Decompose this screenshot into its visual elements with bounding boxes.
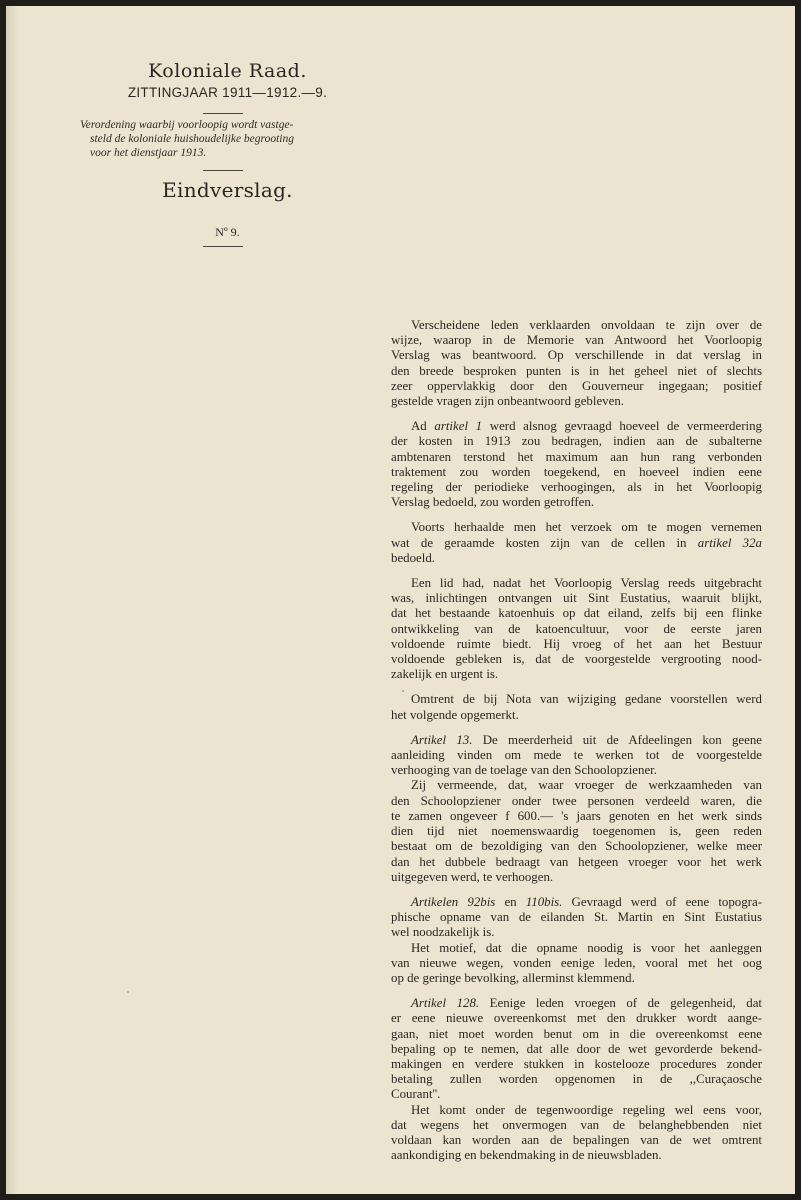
text-line bbox=[391, 667, 762, 682]
line-text: dan het dubbele bedraagt van hetgeen vroeger voor het werk bbox=[391, 854, 762, 869]
line-text: voldaan kan worden aan de bepalingen van de wet omtrent bbox=[391, 1132, 762, 1147]
line-text: Zij vermeende, dat, waar vroeger de werkzaamheden van bbox=[411, 778, 762, 793]
emphasis-text: artikel 1 bbox=[434, 419, 483, 434]
line-text: het volgende opgemerkt. bbox=[391, 707, 519, 722]
line-text: er eene nieuwe overeenkomst met den drukker wordt aange- bbox=[391, 1011, 762, 1026]
page-spine-shadow bbox=[6, 6, 18, 1194]
line-text: den breede besproken punten is in het geheel niet of slechts bbox=[391, 363, 762, 378]
paragraph bbox=[391, 692, 762, 722]
text-line bbox=[391, 941, 762, 956]
text-line bbox=[391, 333, 762, 348]
line-text: Omtrent de bij Nota van wijziging gedane voorstellen werd bbox=[411, 692, 762, 707]
line-text: Voorts herhaalde men het verzoek om te mogen vernemen bbox=[411, 520, 762, 535]
line-text: zakelijk en urgent is. bbox=[391, 667, 499, 682]
text-line bbox=[391, 692, 762, 707]
line-text: Het komt onder de tegenwoordige regeling wel eens voor, bbox=[411, 1102, 762, 1117]
line-text: phische opname van de eilanden St. Martin en Sint Eustatius bbox=[391, 910, 762, 925]
line-text: dat het bestaande katoenhuis op dat eiland, zelfs bij een flinke bbox=[391, 606, 762, 621]
text-line bbox=[391, 895, 762, 910]
text-line bbox=[391, 971, 762, 986]
emphasis-text: Artikel 13. bbox=[411, 732, 473, 747]
text-line bbox=[391, 379, 762, 394]
text-line bbox=[391, 956, 762, 971]
text-line bbox=[391, 794, 762, 809]
header-rule-1 bbox=[203, 113, 243, 114]
report-number: Nº 9. bbox=[215, 225, 240, 239]
line-text: wel noodzakelijk is. bbox=[391, 925, 495, 940]
text-line bbox=[391, 1072, 762, 1087]
emphasis-text: Artikel 128. bbox=[411, 996, 480, 1011]
text-line bbox=[391, 910, 762, 925]
line-text: bestaat om de bezoldiging van den Schoolopziener, welke meer bbox=[391, 839, 762, 854]
line-text: en bbox=[495, 894, 526, 909]
text-line bbox=[391, 465, 762, 480]
line-text: Het motief, dat die opname noodig is voor het aanleggen bbox=[411, 940, 762, 955]
emphasis-text: 110bis. bbox=[525, 894, 563, 909]
text-line bbox=[391, 809, 762, 824]
paragraph bbox=[391, 318, 762, 409]
line-text: was, inlichtingen ontvangen uit Sint Eustatius, waaruit blijkt, bbox=[391, 591, 762, 606]
text-line bbox=[391, 778, 762, 793]
text-line bbox=[391, 495, 762, 510]
ordinance-description bbox=[80, 118, 375, 160]
text-line bbox=[391, 520, 762, 535]
text-line bbox=[391, 1027, 762, 1042]
text-line bbox=[391, 652, 762, 667]
text-line bbox=[391, 318, 762, 333]
line-text: betaling zullen worden opgenomen in de ,,Curaçaosche bbox=[391, 1072, 762, 1087]
emphasis-text: Artikelen 92bis bbox=[411, 894, 496, 909]
report-body bbox=[391, 318, 762, 1173]
text-line bbox=[391, 748, 762, 763]
line-text: aankondiging en bekendmaking in de nieuwsbladen. bbox=[391, 1148, 662, 1163]
text-line bbox=[391, 733, 762, 748]
line-text: Gevraagd werd of eene topogra- bbox=[562, 894, 762, 909]
line-text: voldoende ruimte biedt. Hij vroeg of het aan het Bestuur bbox=[391, 636, 762, 651]
line-text: Een lid had, nadat het Voorloopig Verslag reeds uitgebracht bbox=[411, 576, 762, 591]
line-text: Ad bbox=[411, 419, 435, 434]
text-line bbox=[391, 1057, 762, 1072]
text-line bbox=[391, 551, 762, 566]
emphasis-text: artikel 32a bbox=[697, 535, 762, 550]
text-line bbox=[391, 870, 762, 885]
paper-speck bbox=[127, 991, 129, 993]
line-text: ambtenaren terstond het maximum aan hun rang verbonden bbox=[391, 449, 762, 464]
text-line bbox=[391, 1042, 762, 1057]
description-line: steld de koloniale huishoudelijke begrooting bbox=[90, 133, 294, 145]
line-text: wijze, waarop in de Memorie van Antwoord het Voorloopig bbox=[391, 333, 762, 348]
line-text: der kosten in 1913 zou bedragen, indien aan de subalterne bbox=[391, 434, 762, 449]
line-text: van nieuwe wegen, vonden eenige leden, vooral met het oog bbox=[391, 955, 762, 970]
header-rule-2 bbox=[203, 170, 243, 171]
line-text: makingen en verdere stukken in kostelooze procedures zonder bbox=[391, 1056, 762, 1071]
text-line bbox=[391, 622, 762, 637]
description-line: voor het dienstjaar 1913. bbox=[90, 147, 207, 159]
line-text: Verscheidene leden verklaarden onvoldaan te zijn over de bbox=[411, 318, 762, 332]
line-text: gaan, niet moet worden benut om in die overeenkomst eene bbox=[391, 1026, 762, 1041]
text-line bbox=[391, 925, 762, 940]
paragraph bbox=[391, 419, 762, 510]
line-text: bepaling op te nemen, dat alle door de wet gevorderde bekend- bbox=[391, 1041, 762, 1056]
header-rule-3 bbox=[203, 246, 243, 247]
line-text: wat de geraamde kosten zijn van de cellen in bbox=[391, 535, 698, 550]
paper-speck bbox=[402, 690, 404, 692]
text-line bbox=[391, 824, 762, 839]
line-text: dat wegens het onvermogen van de belanghebbenden niet bbox=[391, 1117, 762, 1132]
line-text: dien tijd niet noemenswaardig toegenomen is, geen reden bbox=[391, 824, 762, 839]
paragraph bbox=[391, 576, 762, 682]
line-text: aanleiding vinden om mede te werken tot de voorgestelde bbox=[391, 748, 762, 763]
paragraph bbox=[391, 895, 762, 986]
text-line bbox=[391, 536, 762, 551]
text-line bbox=[391, 1148, 762, 1163]
text-line bbox=[391, 637, 762, 652]
text-line bbox=[391, 1011, 762, 1026]
text-line bbox=[391, 1118, 762, 1133]
text-line bbox=[391, 591, 762, 606]
paragraph bbox=[391, 996, 762, 1163]
line-text: zeer oppervlakkig door den Gouverneur ingegaan; positief bbox=[391, 378, 762, 393]
text-line bbox=[391, 480, 762, 495]
line-text: regeling der periodieke verhoogingen, als in het Voorloopig bbox=[391, 480, 762, 495]
text-line bbox=[391, 763, 762, 778]
line-text: op de geringe bevolking, allerminst klemmend. bbox=[391, 970, 635, 985]
text-line bbox=[391, 394, 762, 409]
line-text: werd alsnog gevraagd hoeveel de vermeerdering bbox=[482, 419, 762, 434]
line-text: bedoeld. bbox=[391, 550, 436, 565]
line-text: den Schoolopziener onder twee personen verdeeld waren, die bbox=[391, 793, 762, 808]
text-line bbox=[391, 996, 762, 1011]
line-text: gestelde vragen zijn onbeantwoord gebleven. bbox=[391, 394, 625, 409]
line-text: uitgegeven werd, te verhoogen. bbox=[391, 869, 554, 884]
text-line bbox=[391, 450, 762, 465]
text-line bbox=[391, 419, 762, 434]
text-line bbox=[391, 348, 762, 363]
line-text: Verslag was beantwoord. Op verschillende in dat verslag in bbox=[391, 348, 762, 363]
council-title: Koloniale Raad. bbox=[148, 60, 307, 82]
line-text: ontwikkeling van de katoencultuur, voor de eerste jaren bbox=[391, 621, 762, 636]
text-line bbox=[391, 1087, 762, 1102]
text-line bbox=[391, 839, 762, 854]
line-text: Courant''. bbox=[391, 1087, 441, 1102]
paragraph bbox=[391, 520, 762, 566]
text-line bbox=[391, 855, 762, 870]
report-title: Eindverslag. bbox=[162, 178, 293, 202]
text-line bbox=[391, 576, 762, 591]
text-line bbox=[391, 1133, 762, 1148]
line-text: verhooging van de toelage van den Schoolopziener. bbox=[391, 763, 657, 778]
line-text: De meerderheid uit de Afdeelingen kon geene bbox=[472, 732, 762, 747]
text-line bbox=[391, 434, 762, 449]
text-line bbox=[391, 708, 762, 723]
description-line: Verordening waarbij voorloopig wordt vastge- bbox=[80, 119, 294, 131]
line-text: Verslag bedoeld, zou worden getroffen. bbox=[391, 495, 595, 510]
line-text: traktement zou worden toegekend, en hoeveel indien eene bbox=[391, 464, 762, 479]
paragraph bbox=[391, 733, 762, 885]
line-text: Eenige leden vroegen of de gelegenheid, dat bbox=[479, 996, 762, 1011]
text-line bbox=[391, 1103, 762, 1118]
session-year: ZITTINGJAAR 1911—1912.—9. bbox=[127, 85, 328, 100]
line-text: te zamen ongeveer f 600.— 's jaars genoten en het werk sinds bbox=[391, 808, 762, 823]
text-line bbox=[391, 606, 762, 621]
text-line bbox=[391, 364, 762, 379]
line-text: voldoende gebleken is, dat de voorgestelde vergrooting nood- bbox=[391, 652, 762, 667]
